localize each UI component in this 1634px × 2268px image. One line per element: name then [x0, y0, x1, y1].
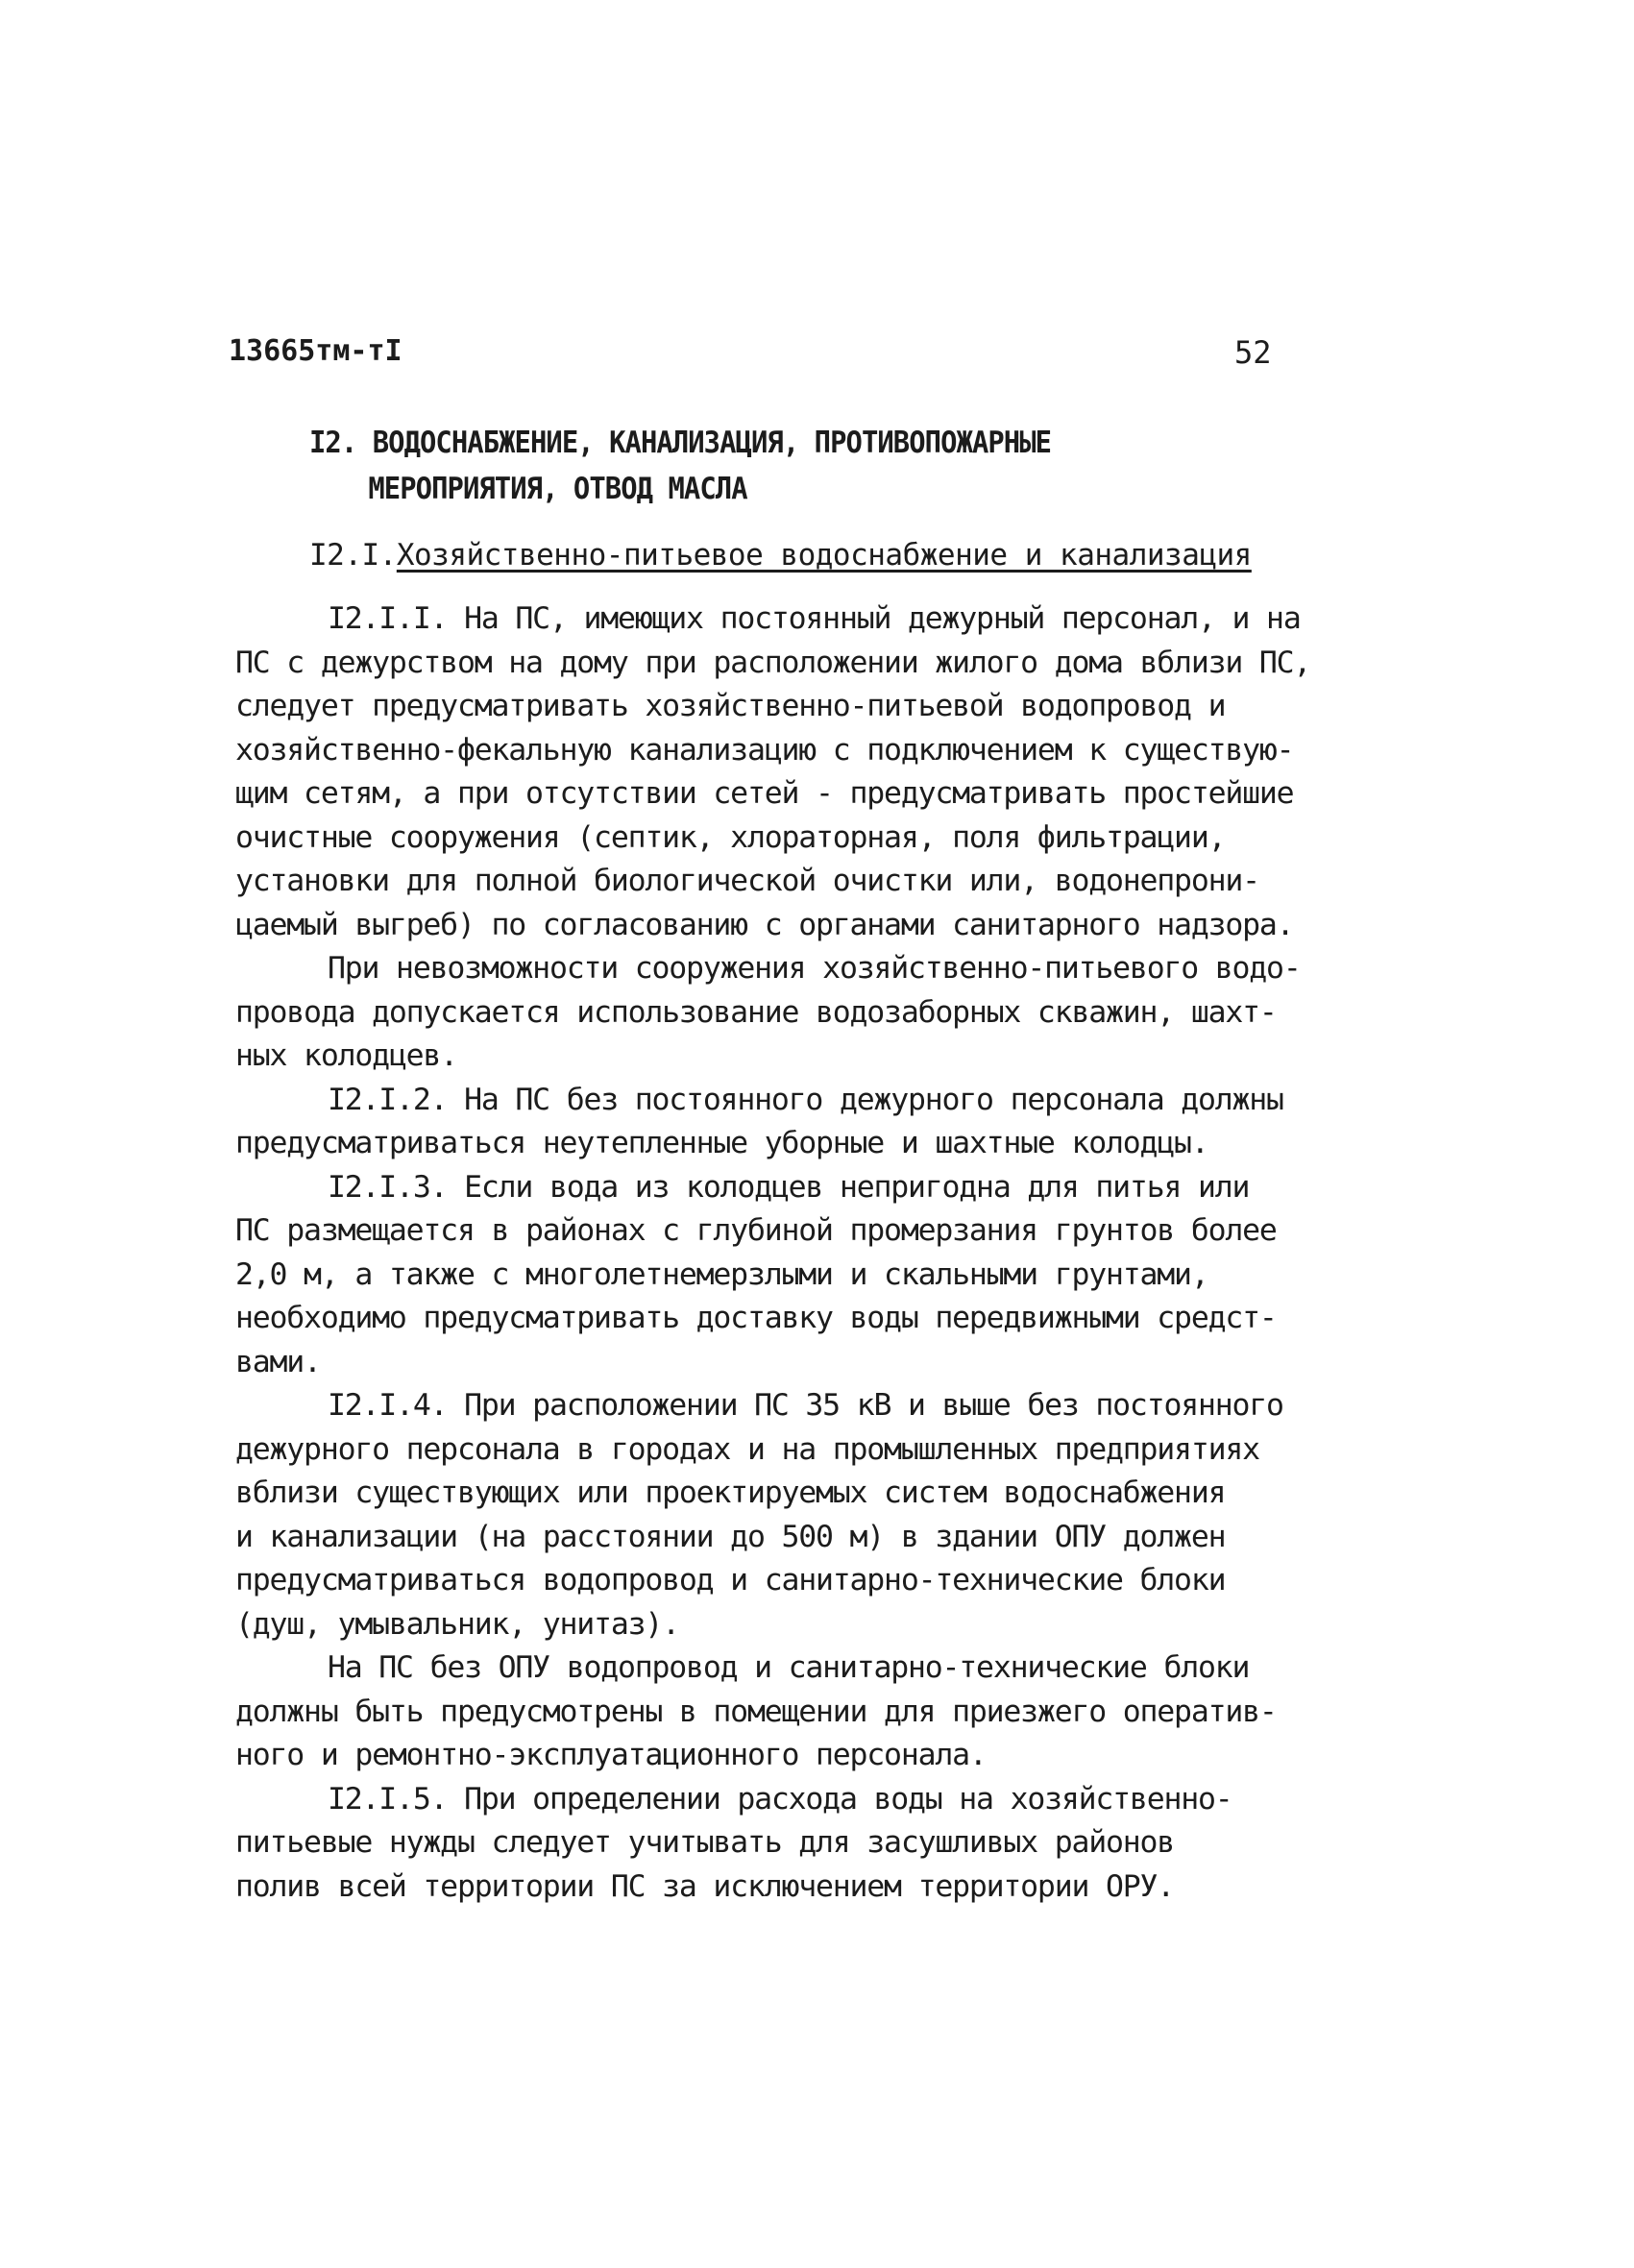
text-line: необходимо предусматривать доставку воды передвижными средст- [235, 1301, 1277, 1335]
text-line: 2,0 м, а также с многолетнемерзлыми и скальными грунтами, [235, 1256, 1208, 1292]
text-line: очистные сооружения (септик, хлораторная, поля фильтрации, [235, 819, 1226, 855]
text-line: I2.I.I. На ПС, имеющих постоянный дежурный персонал, и на [328, 601, 1301, 636]
page-number: 52 [1234, 334, 1272, 371]
text-line: вами. [235, 1344, 321, 1379]
text-line: хозяйственно-фекальную канализацию с подключением к существую- [235, 732, 1294, 768]
body-text [235, 597, 1369, 1909]
text-line: При невозможности сооружения хозяйственно-питьевого водо- [328, 951, 1301, 986]
text-line: На ПС без ОПУ водопровод и санитарно-технические блоки [328, 1650, 1250, 1685]
text-line: должны быть предусмотрены в помещении для приезжего оператив- [235, 1694, 1277, 1729]
text-line: ных колодцев. [235, 1038, 457, 1073]
text-line: предусматриваться неутепленные уборные и шахтные колодцы. [235, 1126, 1208, 1160]
text-line: предусматриваться водопровод и санитарно-технические блоки [235, 1563, 1226, 1597]
text-line: следует предусматривать хозяйственно-питьевой водопровод и [235, 689, 1226, 723]
text-line: I2.I.5. При определении расхода воды на хозяйственно- [328, 1781, 1232, 1817]
text-line: полив всей территории ПС за исключением территории ОРУ. [235, 1868, 1175, 1904]
section-title-line2: МЕРОПРИЯТИЯ, ОТВОД МАСЛА [368, 472, 747, 506]
subsection-number: I2.I. [309, 538, 397, 573]
subsection-heading [309, 538, 1252, 573]
text-line: I2.I.3. Если вода из колодцев непригодна для питья или [328, 1169, 1250, 1205]
text-line: ПС размещается в районах с глубиной промерзания грунтов более [235, 1213, 1277, 1248]
text-line: и канализации (на расстоянии до 500 м) в здании ОПУ должен [235, 1519, 1226, 1554]
subsection-title: Хозяйственно-питьевое водоснабжение и канализация [396, 538, 1252, 573]
text-line: щим сетям, а при отсутствии сетей - предусматривать простейшие [235, 776, 1294, 811]
text-line: I2.I.2. На ПС без постоянного дежурного персонала должны [328, 1082, 1283, 1117]
text-line: установки для полной биологической очистки или, водонепрони- [235, 864, 1259, 898]
text-line: цаемый выгреб) по согласованию с органами санитарного надзора. [235, 907, 1294, 942]
text-line: ПС с дежурством на дому при расположении жилого дома вблизи ПС, [235, 645, 1311, 680]
section-heading [309, 420, 1051, 512]
text-line: провода допускается использование водозаборных скважин, шахт- [235, 994, 1277, 1030]
text-line: дежурного персонала в городах и на промышленных предприятиях [235, 1431, 1259, 1467]
section-title-line1: I2. ВОДОСНАБЖЕНИЕ, КАНАЛИЗАЦИЯ, ПРОТИВОПОЖАРНЫЕ [309, 426, 1052, 460]
text-line: (душ, умывальник, унитаз). [235, 1606, 679, 1642]
text-line: питьевые нужды следует учитывать для засушливых районов [235, 1825, 1175, 1860]
text-line: I2.I.4. При расположении ПС 35 кВ и выше без постоянного [328, 1388, 1283, 1423]
document-code: 13665тм-тI [229, 334, 402, 368]
text-line: ного и ремонтно-эксплуатационного персонала. [235, 1738, 987, 1772]
text-line: вблизи существующих или проектируемых систем водоснабжения [235, 1475, 1226, 1510]
